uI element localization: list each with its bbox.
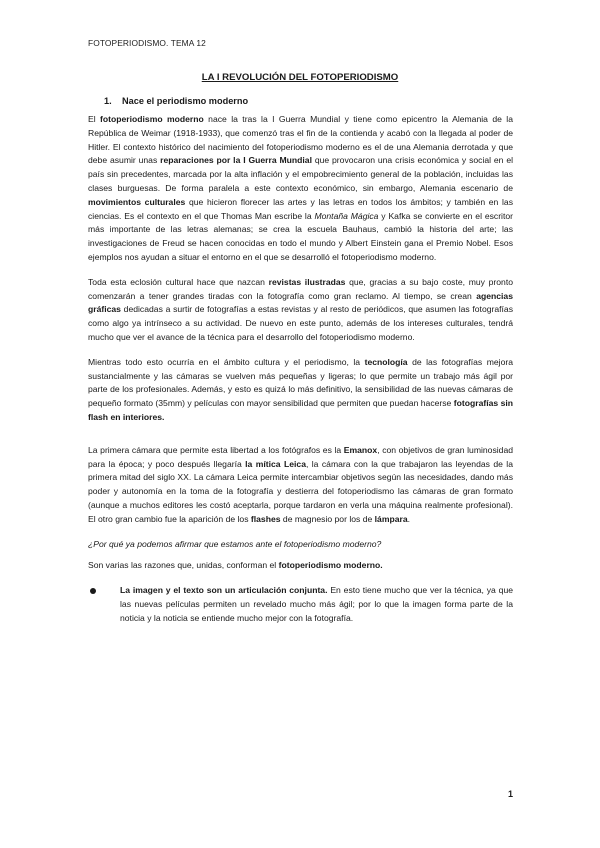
question-heading: ¿Por qué ya podemos afirmar que estamos ante el fotoperiodismo moderno? — [88, 538, 382, 549]
section-heading — [104, 96, 248, 106]
paragraph-technology: Mientras todo esto ocurría en el ámbito cultura y el periodismo, la tecnología de las fotografías mejora sustancialmente y las cámaras se vuelven más pequeñas y ligeras; lo que permite un trabajo más ágil por parte de los profesionales. Además, y esto es quizá lo más definitivo, la sensibilidad de las nuevas cámaras de pequeño formato (35mm) y películas con mayor sensibilidad que permiten que puedan hacerse fotografías sin flash en interiores. — [88, 356, 513, 422]
paragraph-context: El fotoperiodismo moderno nace la tras la I Guerra Mundial y tiene como epicentro la Alemania de la República de Weimar (1918-1933), que comenzó tras el fin de la contienda y acabó con la llegada al poder de Hitler. El contexto histórico del nacimiento del fotoperiodismo moderno es el de una Alemania derrotada y que debe asumir unas reparaciones por la I Guerra Mundial que provocaron una crisis económica y social en el país sin precedentes, marcada por la alta inflación y el empobrecimiento general de la población, incluidas las clases burguesas. De forma paralela a este contexto económico, sin embargo, Alemania escenario de movimientos culturales que hicieron florecer las artes y las letras en todos los ámbitos; y también en las ciencias. Es el contexto en el que Thomas Man escribe la Montaña Mágica y Kafka se convierte en el escritor más importante de las letras alemanas; se crea la escuela Bauhaus, cambió la historia del arte; las investigaciones de Freud se hacen conocidas en todo el mundo y Albert Einstein gana el Premio Nobel. Esos ejemplos nos ayudan a situar el entorno en el que se desarrolló el fotoperiodismo moderno. — [88, 114, 514, 262]
document-title: LA I REVOLUCIÓN DEL FOTOPERIODISMO — [201, 72, 399, 83]
running-header: FOTOPERIODISMO. TEMA 12 — [88, 38, 206, 48]
bullet-icon — [90, 588, 96, 594]
page-number: 1 — [508, 789, 514, 799]
paragraph-illustrated-magazines: Toda esta eclosión cultural hace que nazcan revistas ilustradas que, gracias a su bajo coste, muy pronto comenzarán a tener grandes tiradas con la fotografía como gran reclamo. Al tiempo, se crean agencias gráficas dedicadas a surtir de fotografías a estas revistas y al resto de periódicos, que asumen las fotografías como algo ya intrínseco a su actividad. De nuevo en este punto, además de los intereses culturales, tendrá mucho que ver el avance de la técnica para el desarrollo del fotoperiodismo moderno. — [88, 276, 513, 342]
reasons-list — [88, 584, 513, 625]
section-title: Nace el periodismo moderno — [122, 96, 249, 106]
section-number: 1. — [104, 96, 112, 106]
paragraph-cameras: La primera cámara que permite esta libertad a los fotógrafos es la Emanox, con objetivos de gran luminosidad para la época; y poco después llegaría la mítica Leica, la cámara con la que trabajaron las leyendas de la primera mitad del siglo XX. La cámara Leica permite intercambiar objetivos según las necesidades, dando más poder y autonomía en la toma de la fotografía y destierra del fotoperiodismo las cámaras de gran formato (aunque a muchos editores les costó aceptarla, porque tardaron en verla una máquina realmente profesional). El otro gran cambio fue la aparición de los flashes de magnesio por los de lámpara. — [88, 444, 514, 524]
document-body — [88, 113, 513, 626]
paragraph-reasons: Son varias las razones que, unidas, conforman el fotoperiodismo moderno. — [88, 560, 383, 571]
list-item: La imagen y el texto son un articulación conjunta. En esto tiene mucho que ver la técnica, ya que las nuevas películas permiten un revelado mucho más ágil; por lo que la imagen forma parte de la noticia y la noticia se entiende mucho mejor con la fotografía. — [88, 584, 513, 625]
